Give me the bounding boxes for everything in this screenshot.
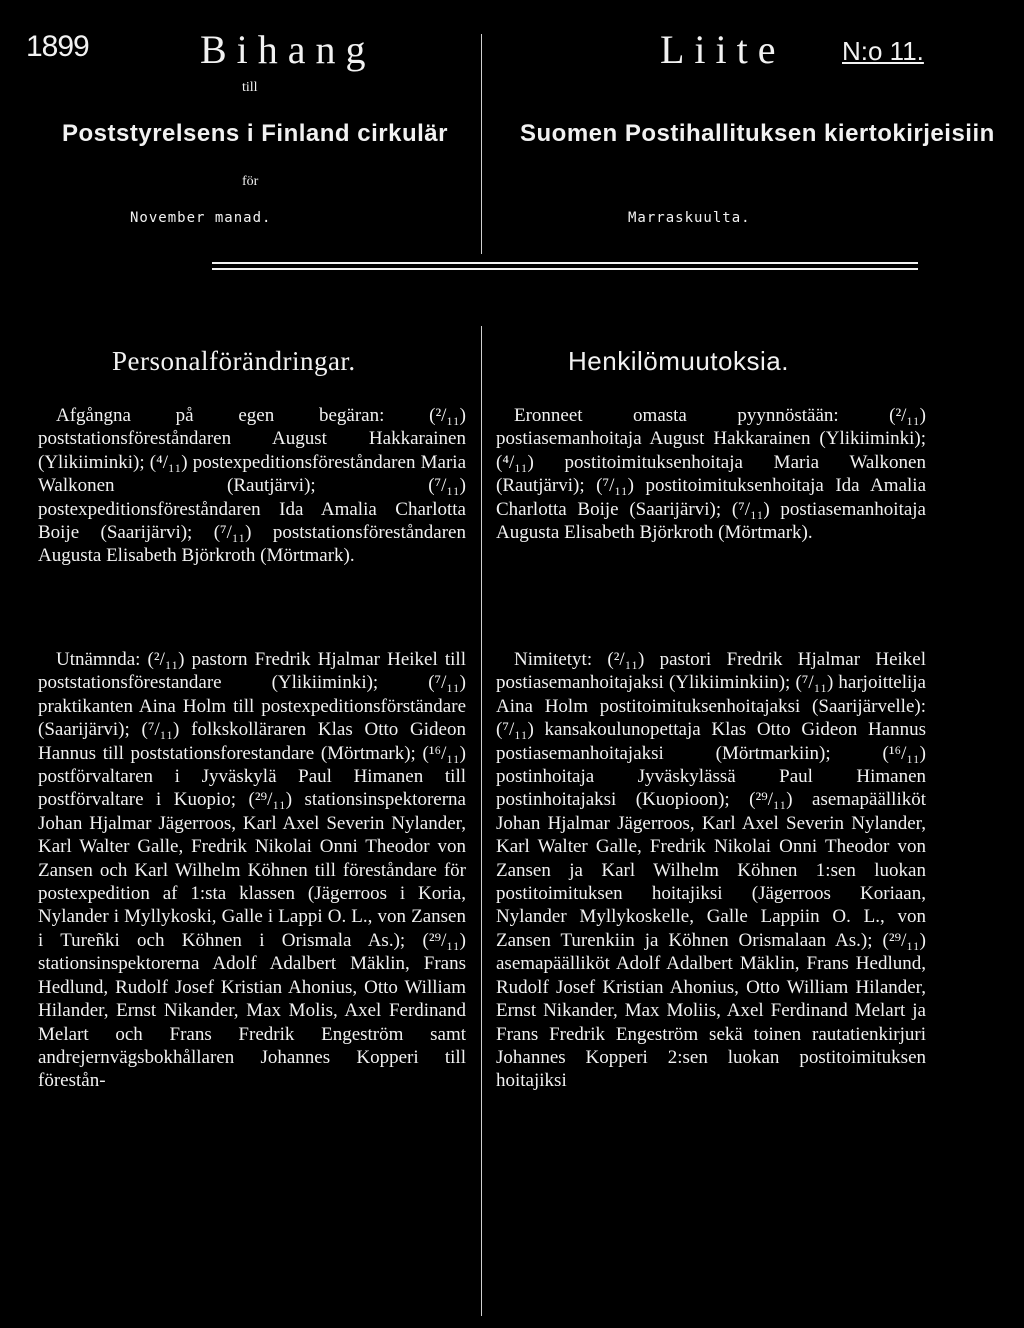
- resignations-text-fi: Eronneet omasta pyynnöstään: (²/₁₁) postiasemanhoitaja August Hakkarainen (Ylikiiminki); (⁴/₁₁) postitoimituksenhoitaja Maria Walkonen (Rautjärvi); (⁷/₁₁) postitoimituksenhoitaja Ida Amalia Charlotta Boije (Saarijärvi); (⁷/₁₁) postiasemanhoitaja Augusta Elisabeth Björkroth (Mörtmark).: [496, 405, 926, 544]
- heading-finnish: Henkilömuutoksia.: [568, 346, 789, 376]
- circular-title-swedish: Poststyrelsens i Finland cirkulär: [62, 120, 448, 147]
- appointments-text-fi: Nimitetyt: (²/₁₁) pastori Fredrik Hjalmar Heikel postiasemanhoitajaksi (Ylikiiminkiin); (⁷/₁₁) harjoittelija Aina Holm postitoimituksenhoitajaksi (Saarijärvelle): (⁷/₁₁) kansakoulunopettaja Klas Otto Gideon Hannus postiasemanhoitajaksi (Mörtmarkiin); (¹⁶/₁₁) postinhoitaja Jyväskylässä Paul Himanen postinhoitajaksi (Kuopioon); (²⁹/₁₁) asemapäälliköt Johan Hjalmar Jägerroos, Karl Axel Severin Nylander, Karl Walter Galle, Fredrik Nikolai Onni Theodor von Zansen ja Karl Wilhelm Köhnen 1:sen luokan postitoimituksen hoitajiksi (Jägerroos Koriaan, Nylander Myllykoskelle, Galle Lappiin O. L., von Zansen Turenkiin ja Köhnen Orismalaan As.); (²⁹/₁₁) asemapäälliköt Adolf Adalbert Mäklin, Frans Hedlund, Rudolf Josef Kristian Ahonius, Otto William Hilander, Ernst Nikander, Max Moliis, Axel Ferdinand Melart ja Frans Fredrik Engeström sekä toinen rautatienkirjuri Johannes Kopperi 2:sen luokan postitoimituksen hoitajiksi: [496, 649, 926, 1092]
- for-label: för: [242, 174, 259, 189]
- left-paragraph-resignations: [38, 404, 466, 568]
- till-label: till: [242, 80, 258, 95]
- heading-swedish: Personalförändringar.: [112, 346, 356, 376]
- double-rule-bottom: [212, 268, 918, 270]
- right-paragraph-resignations: [496, 404, 926, 544]
- month-swedish: November manad.: [130, 210, 272, 226]
- left-paragraph-appointments: [38, 648, 466, 1093]
- circular-title-finnish: Suomen Postihallituksen kiertokirjeisiin: [520, 120, 995, 147]
- body-column-divider: [481, 326, 482, 1316]
- right-paragraph-appointments: [496, 648, 926, 1093]
- resignations-text-sv: Afgångna på egen begäran: (²/₁₁) poststationsföreståndaren August Hakkarainen (Ylikiiminki); (⁴/₁₁) postexpeditionsföreståndaren Maria Walkonen (Rautjärvi); (⁷/₁₁) postexpeditionsföreståndaren Ida Amalia Charlotta Boije (Saarijärvi); (⁷/₁₁) poststationsföreståndaren Augusta Elisabeth Björkroth (Mörtmark).: [38, 405, 466, 567]
- liite-title: Liite: [660, 27, 786, 72]
- appointments-text-sv: Utnämnda: (²/₁₁) pastorn Fredrik Hjalmar Heikel till poststationsförestandare (Ylikiiminki); (⁷/₁₁) praktikanten Aina Holm till postexpeditionsförständare (Saarijärvi); (⁷/₁₁) folkskolläraren Klas Otto Gideon Hannus till poststationsforestandare (Mörtmark); (¹⁶/₁₁) postförvaltaren i Jyväskylä Paul Himanen till postförvaltare i Kuopio; (²⁹/₁₁) stationsinspektorerna Johan Hjalmar Jägerroos, Karl Axel Severin Nylander, Karl Walter Galle, Fredrik Nikolai Onni Theodor von Zansen och Karl Wilhelm Köhnen till föreståndare för postexpedition af 1:sta klassen (Jägerroos i Koria, Nylander i Myllykoski, Galle i Lappi O. L., von Zansen i Tureñki och Köhnen i Orismala As.); (²⁹/₁₁) stationsinspektorerna Adolf Adalbert Mäklin, Frans Hedlund, Rudolf Josef Kristian Ahonius, Otto William Hilander, Ernst Nikander, Max Molis, Axel Ferdinand Melart och Frans Fredrik Engeström samt andrejernvägsbokhållaren Johannes Kopperi till förestån-: [38, 649, 466, 1092]
- header-column-divider: [481, 34, 482, 254]
- year: 1899: [26, 30, 89, 63]
- double-rule-top: [212, 262, 918, 264]
- month-finnish: Marraskuulta.: [628, 210, 751, 226]
- bihang-title: Bihang: [200, 27, 376, 72]
- issue-number: N:o 11.: [842, 36, 924, 66]
